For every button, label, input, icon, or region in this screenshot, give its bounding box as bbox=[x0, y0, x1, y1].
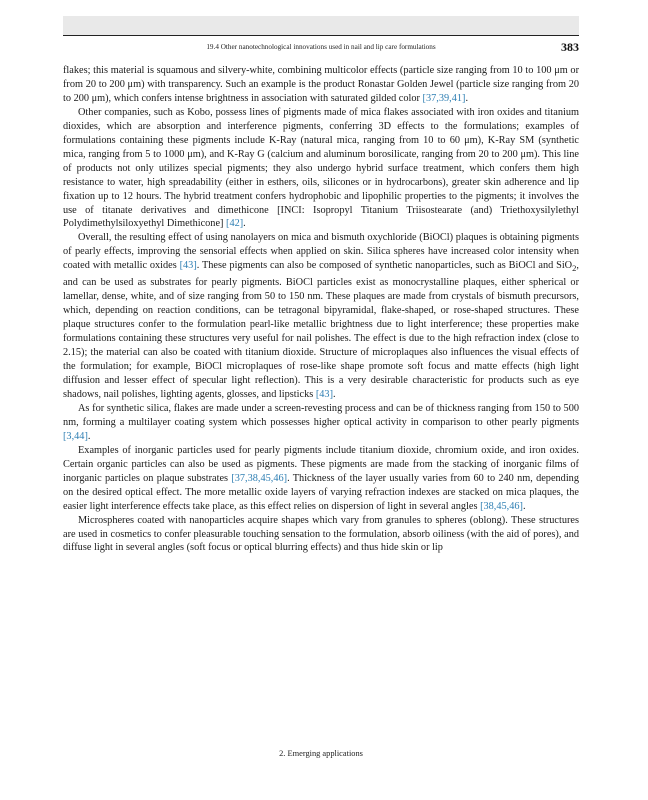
paragraph-text: . bbox=[522, 500, 526, 512]
body-text bbox=[63, 64, 579, 555]
paragraph bbox=[63, 64, 579, 106]
paragraph-text: Microspheres coated with nanoparticles acquire shapes which vary from granules to spheres (oblong). These structures are used in cosmetics to confer pleasurable touching sensation to the formulation, absorb oiliness (with the aid of pores), and diffuse light in several angles (soft focus or optical blurring effects) and thus hide skin or lip bbox=[63, 514, 579, 554]
citation-link[interactable]: [37,39,41] bbox=[422, 92, 466, 104]
paragraph-text: . bbox=[465, 92, 469, 104]
paragraph-text: Overall, the resulting effect of using nanolayers on mica and bismuth oxychloride (BiOCl) plaques is obtaining pigments of pearly effects, improving the sensorial effects when applied on skin. Silica spheres have increased color intensity when coated with metallic oxides bbox=[63, 232, 579, 272]
citation-link[interactable]: [38,45,46] bbox=[480, 500, 523, 512]
paragraph-text: , and can be used as substrates for pearly pigments. BiOCl particles exist as monocrystalline plaques, either spherical or lamellar, dense, white, and of size ranging from 50 to 150 nm. These plaques are made from crystals of bismuth precursors, which, depending on reaction conditions, can be tetragonal bipyramidal, flake-shaped, or rose-shaped structures. These plaque structures confer to the formulation pearl-like metallic brightness due to light interference; these properties make formulations containing these structures very useful for nail polishes. The effect is due to the high refraction index (close to 2.15); the material can also be coated with titanium dioxide. Structure of microplaques also influences the visual effects of the formulation; for example, BiOCl microplaques of rose-like shape promote soft focus and matte effects (high light diffusion and lesser effect of specular light reflection). This is a very desirable characteristic for products such as eye shadows, nail polishes, lighting agents, glosses, and lipsticks bbox=[63, 260, 579, 400]
paragraph-text: . These pigments can also be composed of synthetic nanoparticles, such as BiOCl and SiO bbox=[196, 260, 573, 272]
footer-section-title: 2. Emerging applications bbox=[279, 749, 363, 758]
paragraph-text: As for synthetic silica, flakes are made under a screen-revesting process and can be of thickness ranging from 150 to 500 nm, forming a multilayer coating system which possesses higher optical activity in comparison to other pearly pigments bbox=[63, 402, 579, 428]
paragraph bbox=[63, 514, 579, 556]
paragraph-text: . Thickness of the layer usually varies from 60 to 240 nm, depending on the desired optical effect. The more metallic oxide layers of varying refraction indexes are stacked on mica plaques, the easier light interference effects take place, as this effect relies on dispersion of light in several angles bbox=[63, 472, 579, 512]
page-number: 383 bbox=[561, 40, 579, 54]
paragraph bbox=[63, 231, 579, 401]
citation-link[interactable]: [43] bbox=[315, 388, 333, 400]
citation-link[interactable]: [43] bbox=[179, 260, 197, 272]
paragraph-text: Other companies, such as Kobo, possess lines of pigments made of mica flakes associated with iron oxides and titanium dioxides, which are absorption and interference pigments, conferring 3D effects to the formulations; examples of formulations containing these pigments include K-Ray (natural mica, ranging from 10 to 60 μm), K-Ray SM (synthetic mica, ranging from 5 to 1000 μm), and K-Ray G (calcium and aluminum borosilicate, ranging from 20 to 200 μm). This line of products not only utilizes special pigments; they also undergo hybrid surface treatment, which confers them high resistance to water, high spreadability (either in esthers, oils, silicones or in hydrocarbons), greater skin adherence and lip fixation up to 12 hours. The hybrid treatment confers hydrophobic and lipophilic properties to the pigments; it involves the use of titanate derivatives and dimethicone [INCI: Isopropyl Titanium Triisostearate (and) Triethoxysilylethyl Polydimethylsiloxyethyl Dimethicone] bbox=[63, 106, 579, 230]
citation-link[interactable]: [42] bbox=[226, 218, 244, 230]
paragraph-text: . bbox=[87, 430, 91, 442]
paragraph-text: . bbox=[333, 388, 336, 400]
citation-link[interactable]: [3,44] bbox=[63, 430, 88, 442]
paragraph-text: Examples of inorganic particles used for pearly pigments include titanium dioxide, chromium oxide, and iron oxides. Certain organic particles can also be used as pigments. These pigments are made from the stacking of inorganic films of inorganic particles on plaque substrates bbox=[63, 444, 579, 484]
running-head bbox=[63, 40, 579, 54]
paragraph bbox=[63, 444, 579, 514]
citation-link[interactable]: [37,38,45,46] bbox=[231, 472, 288, 484]
paragraph bbox=[63, 402, 579, 444]
header-bar bbox=[63, 16, 579, 35]
paragraph-text: flakes; this material is squamous and silvery-white, combining multicolor effects (particle size ranging from 10 to 100 μm or from 20 to 200 μm) with transparency. Such an example is the product Ronastar Golden Jewel (particle size ranging from 20 to 200 μm), which confers intense brightness in association with saturated gilded color bbox=[63, 65, 579, 104]
subscript: 2 bbox=[572, 263, 577, 274]
header-rule bbox=[63, 35, 579, 36]
paragraph bbox=[63, 106, 579, 232]
running-title: 19.4 Other nanotechnological innovations used in nail and lip care formulations bbox=[206, 43, 436, 51]
paragraph-text: . bbox=[243, 218, 246, 230]
